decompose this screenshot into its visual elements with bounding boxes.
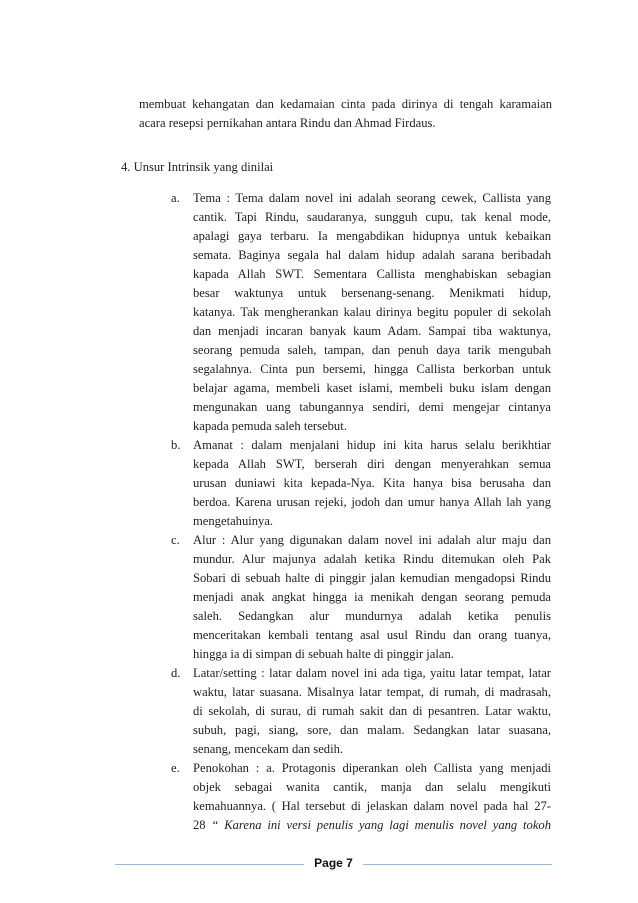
list-marker: a. — [171, 191, 180, 205]
list-marker: c. — [171, 533, 180, 547]
text-line: subuh, pagi, siang, sore, dan malam. Sedangkan latar suasana, — [193, 723, 551, 737]
text-line: katanya. Tak mengherankan kalau dirinya begitu populer di sekolah — [193, 305, 551, 319]
text-line: mengunakan uang tabungannya sendiri, demi mengejar cintanya — [193, 400, 551, 414]
text-line: Sobari di sebuah halte di pinggir jalan kemudian mengadopsi Rindu — [193, 571, 551, 585]
text-line: Tema : Tema dalam novel ini adalah seorang cewek, Callista yang — [193, 191, 551, 205]
text-line: mengetahuinya. — [193, 514, 274, 528]
text-line: objek sebagai wanita cantik, manja dan selalu mengikuti — [193, 780, 551, 794]
page-number: Page 7 — [314, 856, 353, 870]
intro-line: membuat kehangatan dan kedamaian cinta pada dirinya di tengah karamaian — [139, 97, 552, 111]
text-line: belajar agama, membeli kaset islami, membeli buku islam dengan — [193, 381, 551, 395]
text-line: besar waktunya untuk bersenang-senang. Menikmati hidup, — [193, 286, 551, 300]
quoted-text: “ Karena ini versi penulis yang lagi menulis novel yang tokoh — [211, 818, 552, 832]
text-line: di sekolah, di surau, di rumah sakit dan di pesantren. Latar waktu, — [193, 704, 551, 718]
text-line: menceritakan kembali tentang asal usul Rindu dan orang tuanya, — [193, 628, 551, 642]
list-marker: b. — [171, 438, 181, 452]
text-line: senang, mencekam dan sedih. — [193, 742, 344, 756]
text-line: waktu, latar suasana. Misalnya latar tempat, di rumah, di madrasah, — [193, 685, 551, 699]
text-line: apalagi gaya terbaru. Ia mengabdikan hidupnya untuk kebaikan — [193, 229, 551, 243]
text-line: Latar/setting : latar dalam novel ini ada tiga, yaitu latar tempat, latar — [193, 666, 551, 680]
list-item — [171, 189, 551, 436]
text-fragment: 28 — [193, 818, 212, 832]
text-line: urusan duniawi kita kepada-Nya. Kita hanya bisa berusaha dan — [193, 476, 551, 490]
text-line: hingga ia di simpan di sebuah halte di pinggir jalan. — [193, 647, 454, 661]
intro-line: acara resepsi pernikahan antara Rindu dan Ahmad Firdaus. — [139, 116, 436, 130]
text-line: seorang pemuda saleh, tampan, dan penuh daya tarik mengubah — [193, 343, 551, 357]
intrinsic-elements-list — [171, 189, 551, 835]
text-line — [193, 816, 551, 835]
text-line: saleh. Sedangkan alur mundurnya adalah ketika penulis — [193, 609, 551, 623]
list-marker: d. — [171, 666, 181, 680]
text-line: dan menjadi incaran banyak kaum Adam. Sampai tiba waktunya, — [193, 324, 551, 338]
text-line: mundur. Alur majunya adalah ketika Rindu ditemukan oleh Pak — [193, 552, 551, 566]
list-marker: e. — [171, 761, 180, 775]
intro-paragraph — [139, 95, 552, 133]
text-line: segalahnya. Cinta pun bersemi, hingga Callista berkorban untuk — [193, 362, 551, 376]
list-item — [171, 759, 551, 835]
footer-rule-right — [363, 864, 552, 865]
section-heading: 4. Unsur Intrinsik yang dinilai — [121, 160, 274, 174]
list-item — [171, 436, 551, 531]
text-line: semata. Baginya segala hal dalam hidup adalah sarana beribadah — [193, 248, 551, 262]
text-line: kepada Allah SWT, berserah diri dengan menyerahkan semua — [193, 457, 551, 471]
text-line: berdoa. Karena urusan rejeki, jodoh dan umur hanya Allah lah yang — [193, 495, 551, 509]
page-footer — [115, 856, 552, 874]
text-line: menjadi anak angkat hingga ia menikah dengan seorang pemuda — [193, 590, 551, 604]
list-item — [171, 664, 551, 759]
list-item — [171, 531, 551, 664]
text-line: Penokohan : a. Protagonis diperankan oleh Callista yang menjadi — [193, 761, 551, 775]
text-line: kapada Allah SWT. Sementara Callista menghabiskan sebagian — [193, 267, 551, 281]
text-line: cantik. Tapi Rindu, saudaranya, sungguh cupu, tak kenal mode, — [193, 210, 551, 224]
text-line: kemahuannya. ( Hal tersebut di jelaskan dalam novel pada hal 27- — [193, 799, 551, 813]
text-line: Alur : Alur yang digunakan dalam novel ini adalah alur maju dan — [193, 533, 551, 547]
text-line: kapada pemuda saleh tersebut. — [193, 419, 347, 433]
text-line: Amanat : dalam menjalani hidup ini kita harus selalu berikhtiar — [193, 438, 551, 452]
